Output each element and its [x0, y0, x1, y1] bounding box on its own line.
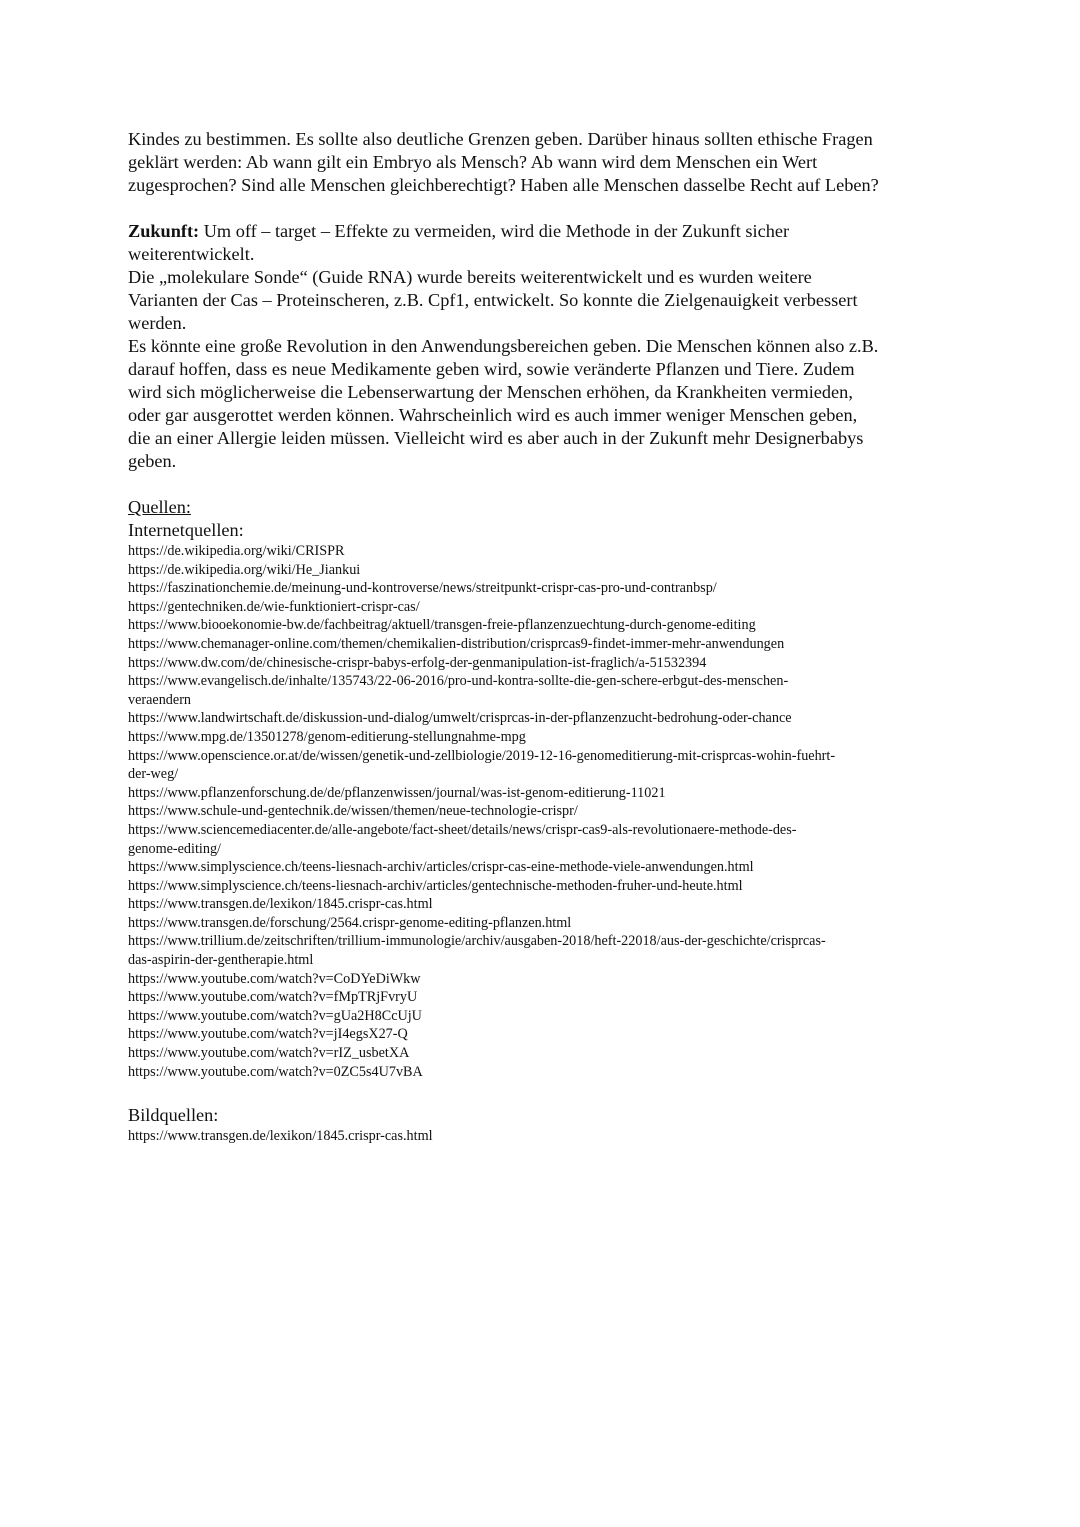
- source-url: https://gentechniken.de/wie-funktioniert-crispr-cas/: [128, 598, 420, 615]
- future-line: geben.: [128, 451, 177, 471]
- source-url: https://faszinationchemie.de/meinung-und-kontroverse/news/streitpunkt-crispr-cas-pro-und-contranbsp/: [128, 580, 717, 597]
- source-url: https://www.pflanzenforschung.de/de/pflanzenwissen/journal/was-ist-genom-editierung-11021: [128, 784, 666, 801]
- source-url: https://www.transgen.de/forschung/2564.crispr-genome-editing-pflanzen.html: [128, 914, 572, 931]
- source-url-continuation: das-aspirin-der-gentherapie.html: [128, 952, 314, 969]
- source-url: https://www.chemanager-online.com/themen/chemikalien-distribution/crisprcas9-findet-immer-mehr-anwendungen: [128, 635, 785, 652]
- image-sources-list: [128, 1127, 958, 1146]
- internet-sources-list: [128, 542, 958, 1081]
- future-line: weiterentwickelt.: [128, 244, 255, 264]
- source-url-continuation: der-weg/: [128, 766, 179, 783]
- source-url: https://www.youtube.com/watch?v=rIZ_usbetXA: [128, 1045, 410, 1062]
- future-line: Varianten der Cas – Proteinscheren, z.B. Cpf1, entwickelt. So konnte die Zielgenauigkeit verbessert: [128, 290, 858, 310]
- intro-line: geklärt werden: Ab wann gilt ein Embryo als Mensch? Ab wann wird dem Menschen ein Wert: [128, 152, 818, 172]
- future-line: werden.: [128, 313, 187, 333]
- future-first-line-text: Um off – target – Effekte zu vermeiden, wird die Methode in der Zukunft sicher: [199, 221, 790, 241]
- source-url: https://www.simplyscience.ch/teens-liesnach-archiv/articles/crispr-cas-eine-methode-viele-anwendungen.html: [128, 859, 754, 876]
- source-url: https://www.dw.com/de/chinesische-crispr-babys-erfolg-der-genmanipulation-ist-fraglich/a-51532394: [128, 654, 707, 671]
- future-paragraph: [128, 220, 958, 473]
- source-url: https://de.wikipedia.org/wiki/CRISPR: [128, 543, 345, 559]
- source-url: https://www.youtube.com/watch?v=fMpTRjFvryU: [128, 989, 418, 1006]
- source-url: https://www.openscience.or.at/de/wissen/genetik-und-zellbiologie/2019-12-16-genomeditierung-mit-crisprcas-wohin-fuehrt-: [128, 747, 836, 764]
- source-url: https://www.trillium.de/zeitschriften/trillium-immunologie/archiv/ausgaben-2018/heft-22018/aus-der-geschichte/crisprcas-: [128, 933, 826, 950]
- future-line: Es könnte eine große Revolution in den Anwendungsbereichen geben. Die Menschen können also z.B.: [128, 336, 879, 356]
- source-url: https://www.evangelisch.de/inhalte/135743/22-06-2016/pro-und-kontra-sollte-die-gen-schere-erbgut-des-menschen-: [128, 673, 789, 690]
- source-url-continuation: genome-editing/: [128, 840, 221, 857]
- source-url: https://www.youtube.com/watch?v=jI4egsX27-Q: [128, 1026, 408, 1043]
- source-url: https://www.mpg.de/13501278/genom-editierung-stellungnahme-mpg: [128, 728, 526, 745]
- intro-line: zugesprochen? Sind alle Menschen gleichberechtigt? Haben alle Menschen dasselbe Recht auf Leben?: [128, 175, 879, 195]
- source-url: https://www.biooekonomie-bw.de/fachbeitrag/aktuell/transgen-freie-pflanzenzuechtung-durch-genome-editing: [128, 617, 756, 634]
- future-first-line: [128, 220, 958, 243]
- future-label: Zukunft:: [128, 221, 200, 241]
- intro-line: Kindes zu bestimmen. Es sollte also deutliche Grenzen geben. Darüber hinaus sollten ethische Fragen: [128, 129, 873, 149]
- sources-heading: Quellen:: [128, 497, 191, 517]
- sources-section: [128, 496, 958, 1146]
- document-page: [128, 128, 958, 1146]
- intro-paragraph: [128, 128, 958, 197]
- source-url: https://www.landwirtschaft.de/diskussion-und-dialog/umwelt/crisprcas-in-der-pflanzenzucht-bedrohung-oder-chance: [128, 710, 792, 727]
- future-line: oder gar ausgerottet werden können. Wahrscheinlich wird es auch immer weniger Menschen geben,: [128, 405, 858, 425]
- future-line: wird sich möglicherweise die Lebenserwartung der Menschen erhöhen, da Krankheiten vermieden,: [128, 382, 853, 402]
- source-url: https://www.transgen.de/lexikon/1845.crispr-cas.html: [128, 896, 433, 913]
- source-url: https://www.sciencemediacenter.de/alle-angebote/fact-sheet/details/news/crispr-cas9-als-revolutionaere-methode-des-: [128, 821, 797, 838]
- spacer: [128, 473, 958, 496]
- image-source-url: https://www.transgen.de/lexikon/1845.crispr-cas.html: [128, 1128, 433, 1145]
- source-url: https://www.youtube.com/watch?v=0ZC5s4U7vBA: [128, 1063, 423, 1080]
- image-sources-heading: Bildquellen:: [128, 1105, 219, 1126]
- source-url: https://www.youtube.com/watch?v=gUa2H8CcUjU: [128, 1007, 422, 1024]
- future-line: darauf hoffen, dass es neue Medikamente geben wird, sowie veränderte Pflanzen und Tiere. Zudem: [128, 359, 855, 379]
- future-line: die an einer Allergie leiden müssen. Vielleicht wird es aber auch in der Zukunft mehr Designerbabys: [128, 428, 864, 448]
- spacer: [128, 1081, 958, 1104]
- future-line: Die „molekulare Sonde“ (Guide RNA) wurde bereits weiterentwickelt und es wurden weitere: [128, 267, 812, 287]
- source-url: https://www.schule-und-gentechnik.de/wissen/themen/neue-technologie-crispr/: [128, 803, 578, 820]
- source-url: https://de.wikipedia.org/wiki/He_Jiankui: [128, 561, 361, 578]
- internet-sources-heading: Internetquellen:: [128, 520, 244, 540]
- source-url-continuation: veraendern: [128, 691, 192, 708]
- source-url: https://www.simplyscience.ch/teens-liesnach-archiv/articles/gentechnische-methoden-fruher-und-heute.html: [128, 877, 743, 894]
- source-url: https://www.youtube.com/watch?v=CoDYeDiWkw: [128, 970, 421, 987]
- spacer: [128, 197, 958, 220]
